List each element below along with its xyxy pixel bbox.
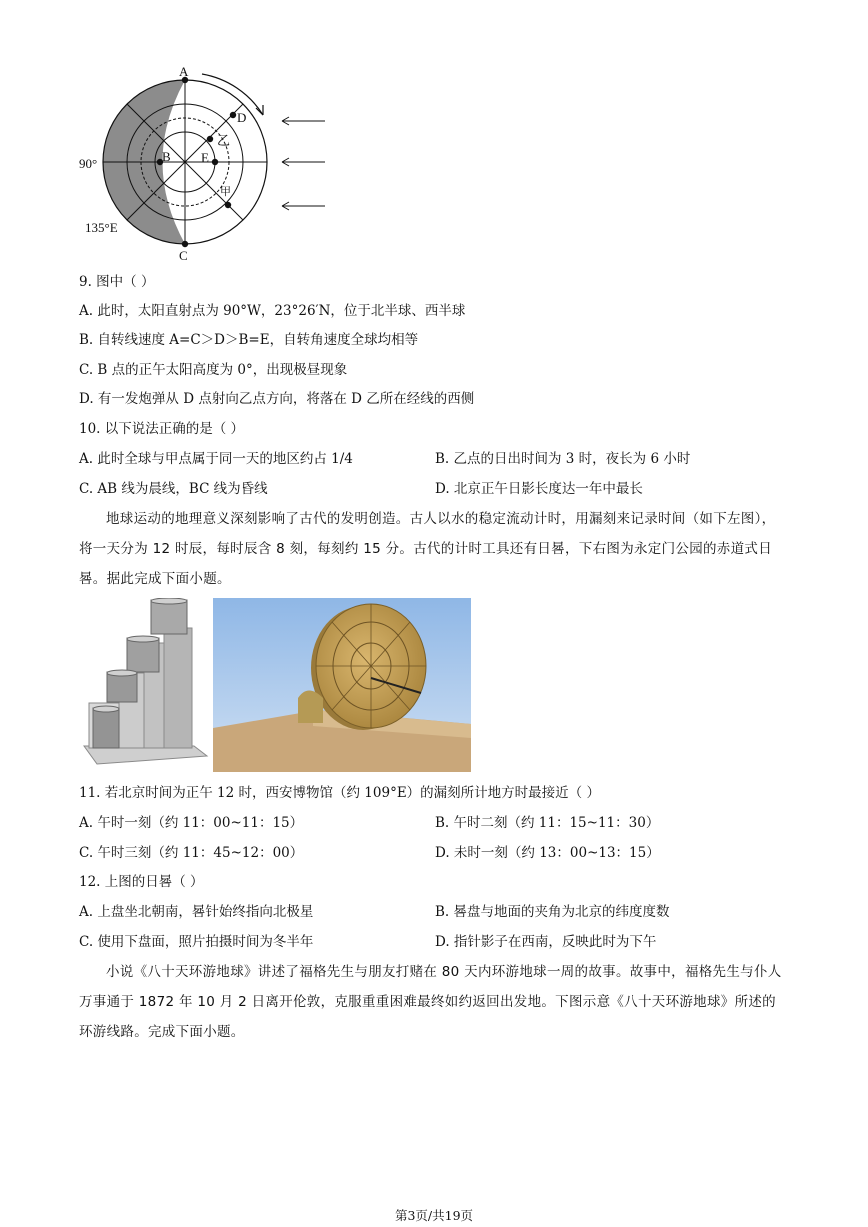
label-jia: 甲 [220, 186, 231, 198]
q9-option-d: D. 有一发炮弹从 D 点射向乙点方向，将落在 D 乙所在经线的西侧 [79, 391, 475, 407]
q10-option-a: A. 此时全球与甲点属于同一天的地区约占 1/4 [79, 451, 353, 467]
q9-option-b: B. 自转线速度 A=C＞D＞B=E，自转角速度全球均相等 [79, 332, 419, 348]
label-c: C [179, 248, 188, 263]
q12-option-c: C. 使用下盘面，照片拍摄时间为冬半年 [79, 934, 314, 950]
sunlight-arrows [282, 117, 325, 210]
label-d: D [237, 110, 247, 125]
q11-option-c: C. 午时三刻（约 11：45~12：00） [79, 845, 304, 861]
q9-stem: 9. 图中（ ） [79, 274, 155, 290]
q10-option-d: D. 北京正午日影长度达一年中最长 [435, 481, 643, 497]
page-footer: 第3页/共19页 [394, 1208, 474, 1223]
q11-option-d: D. 未时一刻（约 13：00~13：15） [435, 845, 660, 861]
label-yi: 乙 [217, 133, 231, 148]
label-b: B [162, 149, 171, 164]
q11-option-a: A. 午时一刻（约 11：00~11：15） [79, 815, 304, 831]
point-jia [225, 202, 231, 208]
label-lon135: 135°E [85, 220, 118, 235]
label-e: E [201, 150, 209, 165]
passage-1: 地球运动的地理意义深刻影响了古代的发明创造。古人以水的稳定流动计时，用漏刻来记录时间（如下左图），将一天分为 12 时辰，每时辰含 8 刻，每刻约 15 分。古代的计时工具还有日晷，下右图为永定门公园的赤道式日晷。据此完成下面小题。 [79, 511, 776, 587]
sundial-image [213, 598, 471, 772]
q12-option-d: D. 指针影子在西南，反映此时为下午 [435, 934, 657, 950]
point-yi [207, 136, 213, 142]
q10-stem: 10. 以下说法正确的是（ ） [79, 421, 245, 437]
q9-option-a: A. 此时，太阳直射点为 90°W，23°26′N，位于北半球、西半球 [79, 303, 466, 319]
q10-option-c: C. AB 线为晨线，BC 线为昏线 [79, 481, 268, 497]
label-lon90: 90° [79, 156, 98, 171]
q11-option-b: B. 午时二刻（约 11：15~11：30） [435, 815, 660, 831]
q9-option-c: C. B 点的正午太阳高度为 0°，出现极昼现象 [79, 362, 348, 378]
q12-option-b: B. 晷盘与地面的夹角为北京的纬度度数 [435, 904, 670, 920]
water-clock-image [79, 598, 211, 768]
passage-2: 小说《八十天环游地球》讲述了福格先生与朋友打赌在 80 天内环游地球一周的故事。故事中，福格先生与仆人万事通于 1872 年 10 月 2 日离开伦敦，克服重重困难最终如约返回出发地。下图示意《八十天环游地球》所述的环游线路。完成下面小题。 [79, 964, 782, 1040]
point-d [230, 112, 236, 118]
point-e [212, 159, 218, 165]
q12-stem: 12. 上图的日晷（ ） [79, 874, 204, 890]
label-a: A [179, 64, 189, 79]
q10-option-b: B. 乙点的日出时间为 3 时，夜长为 6 小时 [435, 451, 691, 467]
q12-option-a: A. 上盘坐北朝南，晷针始终指向北极星 [79, 904, 314, 920]
q11-stem: 11. 若北京时间为正午 12 时，西安博物馆（约 109°E）的漏刻所计地方时最接近（ ） [79, 785, 600, 801]
point-c [182, 241, 188, 247]
polar-diagram [70, 60, 340, 265]
